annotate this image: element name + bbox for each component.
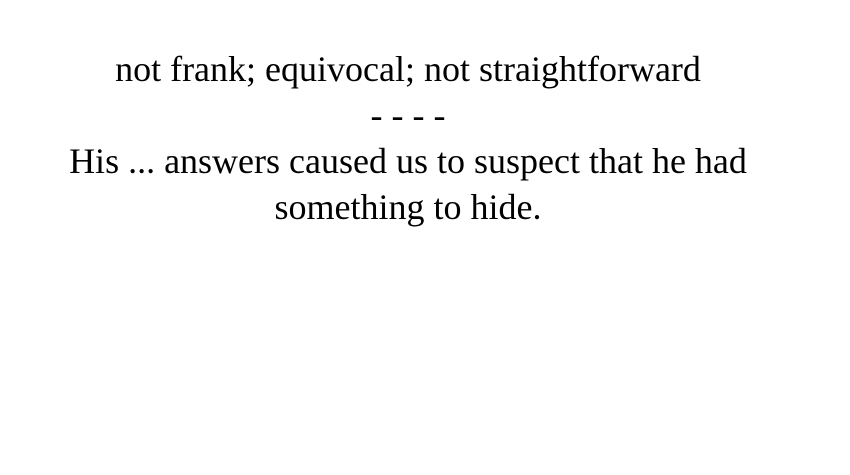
- card-content: [0, 46, 816, 230]
- separator: - - - -: [370, 95, 446, 135]
- definition-text: not frank; equivocal; not straightforward: [115, 49, 701, 89]
- example-sentence: His ... answers caused us to suspect that he had something to hide.: [69, 141, 747, 227]
